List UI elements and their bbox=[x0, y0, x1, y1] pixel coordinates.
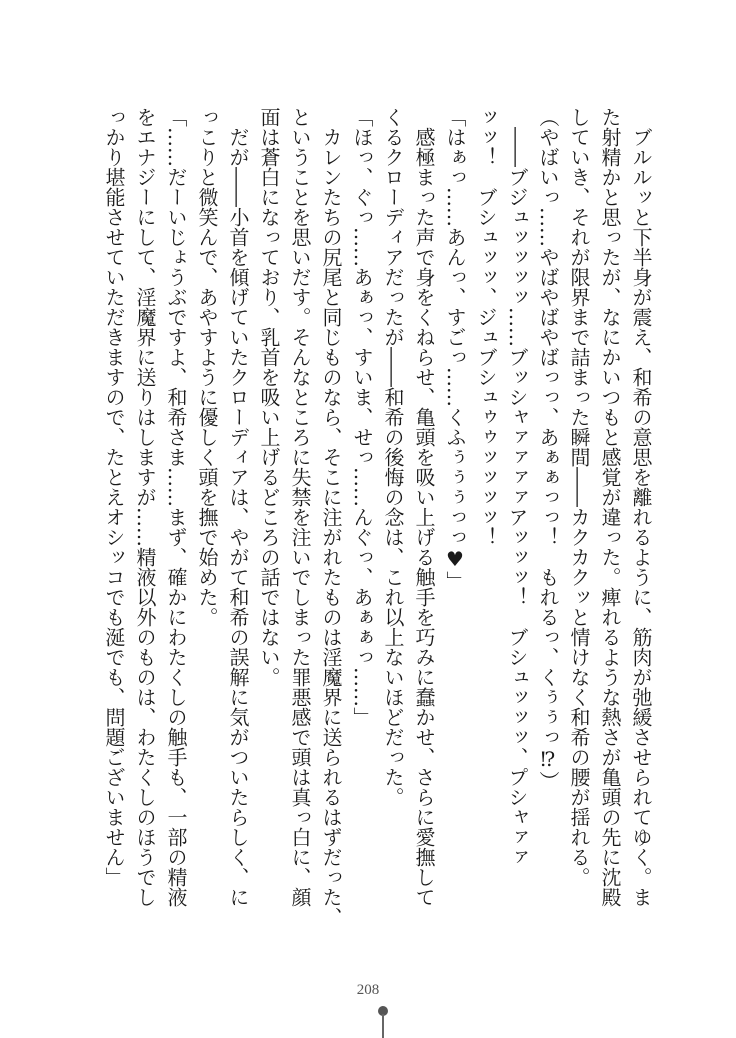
text-line: くるクローディアだったが――和希の後悔の念は、これ以上ないほどだった。 bbox=[381, 107, 405, 807]
text-line: 「ほっ、ぐっ……あぁっ、すいま、せっ……んぐっ、あぁぁっ……」 bbox=[350, 107, 374, 727]
text-line: していき、それが限界まで詰まった瞬間――カクカクッと情けなく和希の腰が揺れる。 bbox=[567, 107, 591, 887]
text-line: ッッ！ ブシュッッ、ジュブシュゥゥッッッッ！ bbox=[474, 107, 498, 547]
text-line: だが――小首を傾げていたクローディアは、やがて和希の誤解に気がついたらしく、に bbox=[226, 107, 250, 907]
text-line: 面は蒼白になっており、乳首を吸い上げるどころの話ではない。 bbox=[257, 107, 281, 687]
text-line: ということを思いだす。そんなところに失禁を注いでしまった罪悪感で頭は真っ白に、顔 bbox=[288, 107, 312, 907]
text-line: 「はぁっ……あんっ、すごっ……くふぅぅぅっっ♥」 bbox=[443, 107, 467, 591]
text-line: た射精かと思ったが、なにかいつもと感覚が違った。痺れるような熱さが亀頭の先に沈殿 bbox=[598, 107, 622, 907]
text-line: カレンたちの尻尾と同じものなら、そこに注がれたものは淫魔界に送られるはずだった、 bbox=[319, 107, 343, 927]
text-line: 感極まった声で身をくねらせ、亀頭を吸い上げる触手を巧みに蠢かせ、さらに愛撫して bbox=[412, 107, 436, 907]
text-line: をエナジーにして、淫魔界に送りはしますが……精液以外のものは、わたくしのほうでし bbox=[133, 107, 157, 907]
text-line: ブルルッと下半身が震え、和希の意思を離れるように、筋肉が弛緩させられてゆく。ま bbox=[629, 107, 653, 907]
text-line: っかり堪能させていただきますので、たとえオシッコでも涎でも、問題ございません」 bbox=[102, 107, 126, 887]
page-number: 208 bbox=[356, 982, 380, 998]
text-line: っこりと微笑んで、あやすように優しく頭を撫で始めた。 bbox=[195, 107, 219, 627]
text-line: 「……だーいじょうぶですよ、和希さま……まず、確かにわたくしの触手も、一部の精液 bbox=[164, 107, 188, 907]
body-text bbox=[98, 107, 656, 927]
text-line: ――ブジュッッッッ……ブッシャァァァァアッッッ！ ブシュッッッ、プシャァァ bbox=[505, 107, 529, 867]
text-line: （やばいっ……やばやばやばっっ、あぁぁっっ！ もれるっ、くぅぅっ⁉） bbox=[536, 107, 560, 791]
page-marker-line bbox=[382, 1014, 384, 1038]
